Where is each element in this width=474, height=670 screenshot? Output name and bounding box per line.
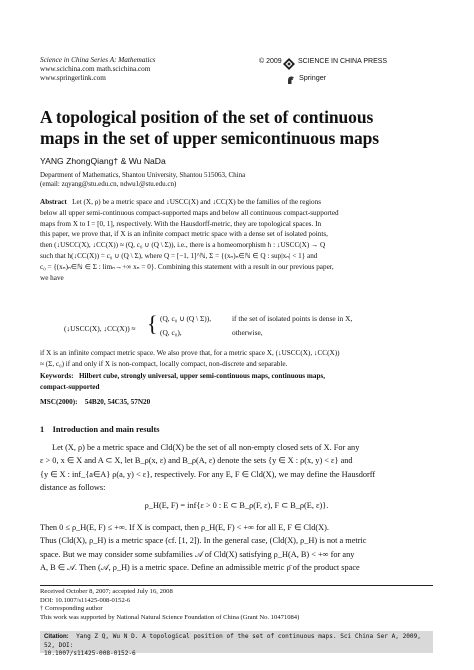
citation-line-1: Yang Z Q, Wu N D. A topological position of the set of continuous maps. Sci China Ser A, 2009, 52, DOI: <box>44 633 421 649</box>
abstract-label: Abstract <box>40 198 67 206</box>
publisher-name: SCIENCE IN CHINA PRESS <box>298 58 388 65</box>
abstract-line: we have <box>40 273 64 282</box>
hausdorff-formula: ρ_H(E, F) = inf{ε > 0 : E ⊂ B_ρ(F, ε), F ⊂ B_ρ(E, ε)}. <box>144 501 329 510</box>
msc-block <box>40 397 150 408</box>
abstract-conclusion <box>40 348 433 370</box>
received-dates: Received October 8, 2007; accepted July 16, 2008 <box>40 588 173 595</box>
abstract-line: below all upper semi-continuous compact-supported maps and below all continuous compact-supported <box>40 208 339 217</box>
equation-case-2: (Q, c₀), <box>160 328 182 337</box>
intro-line: A, B ∈ 𝒜. Then (𝒜, ρ_H) is a metric space. Define an admissible metric ρ̄ of the product space <box>40 562 360 572</box>
abstract-line: c₀ = {(xₙ)ₙ∈ℕ ∈ Σ : limₙ→+∞ xₙ = 0}. Combining this statement with a result in our previous paper, <box>40 262 334 271</box>
journal-name: Science in China Series A: Mathematics <box>40 56 156 64</box>
intro-line: ε > 0, x ∈ X and A ⊂ X, let B_ρ(x, ε) and B_ρ(A, ε) denote the sets {y ∈ X : ρ(x, y) < ε} and <box>40 456 353 466</box>
author-emails: (email: zqyang@stu.edu.cn, ndwu1@stu.edu.cn) <box>40 180 177 188</box>
intro-line: Thus (Cld(X), ρ_H) is a metric space (cf. [1, 2]). In the general case, (Cld(X), ρ_H) is not a metric <box>40 536 367 546</box>
intro-paragraph-2 <box>40 521 433 574</box>
keywords-block <box>40 371 433 393</box>
abstract-line: Abstract Let (X, ρ) be a metric space and ↓USCC(X) and ↓CC(X) be the families of the regions <box>40 198 322 206</box>
copyright-year: © 2009 <box>259 58 282 65</box>
abstract-line: if X is an infinite compact metric space. We also prove that, for a metric space X, (↓USCC(X), ↓CC(X)) <box>40 349 340 357</box>
abstract-line: ≈ (Σ, c₀) if and only if X is non-compact, locally compact, non-discrete and separable. <box>40 359 288 368</box>
equation-lhs: (↓USCC(X), ↓CC(X)) ≈ <box>64 324 136 333</box>
section-title: Introduction and main results <box>52 425 160 434</box>
corresponding-author: † Corresponding author <box>40 605 103 613</box>
equation-case-1: (Q, c₀ ∪ (Q \ Σ)), <box>160 314 212 323</box>
citation-box <box>40 631 433 657</box>
keywords-line-1: Hilbert cube, strongly universal, upper semi-continuous maps, continuous maps, <box>78 372 326 380</box>
footnotes <box>40 588 433 622</box>
citation-label: Citation: <box>44 633 69 640</box>
keywords-line-2: compact-supported <box>40 382 100 391</box>
doi: DOI: 10.1007/s11425-008-0152-6 <box>40 596 131 604</box>
abstract-line: this paper, we prove that, if X is an infinite compact metric space with a dense set of isolated points, <box>40 230 328 239</box>
abstract-line: then (↓USCC(X), ↓CC(X)) ≈ (Q, c₀ ∪ (Q \ Σ)), i.e., there is a homeomorphism h : ↓USCC(X) → Q <box>40 241 326 250</box>
funding-note: This work was supported by National Natural Science Foundation of China (Grant No. 10471084) <box>40 613 300 621</box>
intro-line: distance as follows: <box>40 482 106 492</box>
paper-title-line-2: maps in the set of upper semicontinuous maps <box>40 128 380 148</box>
msc-codes: 54B20, 54C35, 57N20 <box>84 398 151 406</box>
section-heading <box>40 425 160 434</box>
intro-paragraph-1 <box>40 441 433 494</box>
journal-urls: www.scichina.com math.scichina.com <box>40 65 151 73</box>
keywords-label: Keywords: <box>40 372 74 380</box>
springer-horse-logo-icon <box>286 70 296 89</box>
footnote-rule <box>40 585 433 586</box>
intro-line: space. But we may consider some subfamilies 𝒜 of Cld(X) satisfying ρ_H(A, B) < +∞ for any <box>40 549 355 559</box>
springerlink-url: www.springerlink.com <box>40 74 106 82</box>
springer-name: Springer <box>299 73 327 82</box>
citation-line-2: 10.1007/s11425-008-0152-6 <box>44 650 136 657</box>
equation-brace: { <box>147 311 158 336</box>
intro-line: Then 0 ≤ ρ_H(E, F) ≤ +∞. If X is compact, then ρ_H(E, F) < +∞ for all E, F ∈ Cld(X). <box>40 523 329 532</box>
paper-title-line-1: A topological position of the set of continuous <box>40 107 374 127</box>
equation-condition-1: if the set of isolated points is dense in X, <box>232 314 353 323</box>
paper-authors: YANG ZhongQiang† & Wu NaDa <box>40 156 166 166</box>
equation-condition-2: otherwise, <box>232 328 263 337</box>
abstract-line: maps from X to I = [0, 1], respectively. With the Hausdorff-metric, they are topological spaces. In <box>40 219 322 228</box>
affiliation: Department of Mathematics, Shantou University, Shantou 515063, China <box>40 171 246 179</box>
citation-text <box>40 631 433 661</box>
abstract-line: such that h(↓CC(X)) = c₀ ∪ (Q \ Σ), where Q = [−1, 1]^ℕ, Σ = {(xₙ)ₙ∈ℕ ∈ Q : sup|xₙ| < 1} and <box>40 251 318 260</box>
msc-label: MSC(2000): <box>40 398 78 406</box>
abstract-block <box>40 197 433 283</box>
section-number: 1 <box>40 425 45 434</box>
intro-line: {y ∈ X : inf_{a∈A} ρ(a, y) < ε}, respectively. For any E, F ∈ Cld(X), we may define the Hausdorff <box>40 469 376 479</box>
intro-line: Let (X, ρ) be a metric space and Cld(X) be the set of all non-empty closed sets of X. For any <box>52 443 360 452</box>
